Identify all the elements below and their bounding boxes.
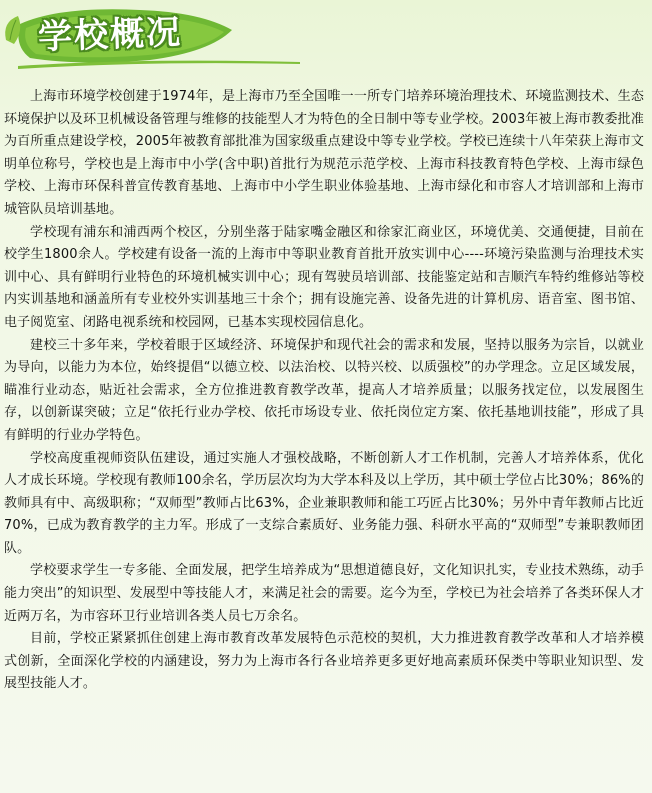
paragraph-intro: 上海市环境学校创建于1974年，是上海市乃至全国唯一一所专门培养环境治理技术、环境监测技术、生态环境保护以及环卫机械设备管理与维修的技能型人才为特色的全日制中等专业学校。2003年被上海市教委批准为百所重点建设学校，2005年被教育部批准为国家级重点建设中等专业学校。学校已连续十八年荣获上海市文明单位称号，学校也是上海市中小学(含中职)首批行为规范示范学校、上海市科技教育特色学校、上海市绿色学校、上海市环保科普宣传教育基地、上海市中小学生职业体验基地、上海市绿化和市容人才培训部和上海市城管队员培训基地。 bbox=[4, 89, 644, 217]
paragraph-future: 目前，学校正紧紧抓住创建上海市教育改革发展特色示范校的契机，大力推进教育教学改革和人才培养模式创新，全面深化学校的内涵建设，努力为上海市各行各业培养更多更好地高素质环保类中等职业知识型、发展型技能人才。 bbox=[4, 631, 644, 692]
page-title: 学校概况 bbox=[37, 12, 183, 58]
article-body bbox=[4, 86, 644, 696]
paragraph-campus: 学校现有浦东和浦西两个校区，分别坐落于陆家嘴金融区和徐家汇商业区，环境优美、交通便捷，目前在校学生1800余人。学校建有设备一流的上海市中等职业教育首批开放实训中心----环境污染监测与治理技术实训中心、具有鲜明行业特色的环境机械实训中心；现有驾驶员培训部、技能鉴定站和吉顺汽车特约维修站等校内实训基地和涵盖所有专业校外实训基地三十余个；拥有设施完善、设备先进的计算机房、语音室、图书馆、电子阅览室、闭路电视系统和校园网，已基本实现校园信息化。 bbox=[4, 224, 644, 330]
header-banner bbox=[0, 0, 652, 72]
banner-underline bbox=[18, 61, 300, 69]
paragraph-students: 学校要求学生一专多能、全面发展，把学生培养成为“思想道德良好，文化知识扎实，专业技术熟练，动手能力突出”的知识型、发展型中等技能人才，来满足社会的需要。迄今为至，学校已为社会培养了各类环保人才近两万名，为市容环卫行业培训各类人员七万余名。 bbox=[4, 563, 644, 624]
paragraph-faculty: 学校高度重视师资队伍建设，通过实施人才强校战略，不断创新人才工作机制，完善人才培养体系，优化人才成长环境。学校现有教师100余名，学历层次均为大学本科及以上学历，其中硕士学位占比30%；86%的教师具有中、高级职称；“双师型”教师占比63%，企业兼职教师和能工巧匠占比30%；另外中青年教师占比近70%，已成为教育教学的主力军。形成了一支综合素质好、业务能力强、科研水平高的“双师型”专兼职教师团队。 bbox=[4, 450, 644, 556]
paragraph-philosophy: 建校三十多年来，学校着眼于区域经济、环境保护和现代社会的需求和发展，坚持以服务为宗旨，以就业为导向，以能力为本位，始终提倡“以德立校、以法治校、以特兴校、以质强校”的办学理念。立足区域发展，瞄准行业动态，贴近社会需求，全方位推进教育教学改革，提高人才培养质量；以服务找定位，以发展图生存，以创新谋突破；立足“依托行业办学校、依托市场设专业、依托岗位定方案、依托基地训技能”，形成了具有鲜明的行业办学特色。 bbox=[4, 337, 644, 443]
